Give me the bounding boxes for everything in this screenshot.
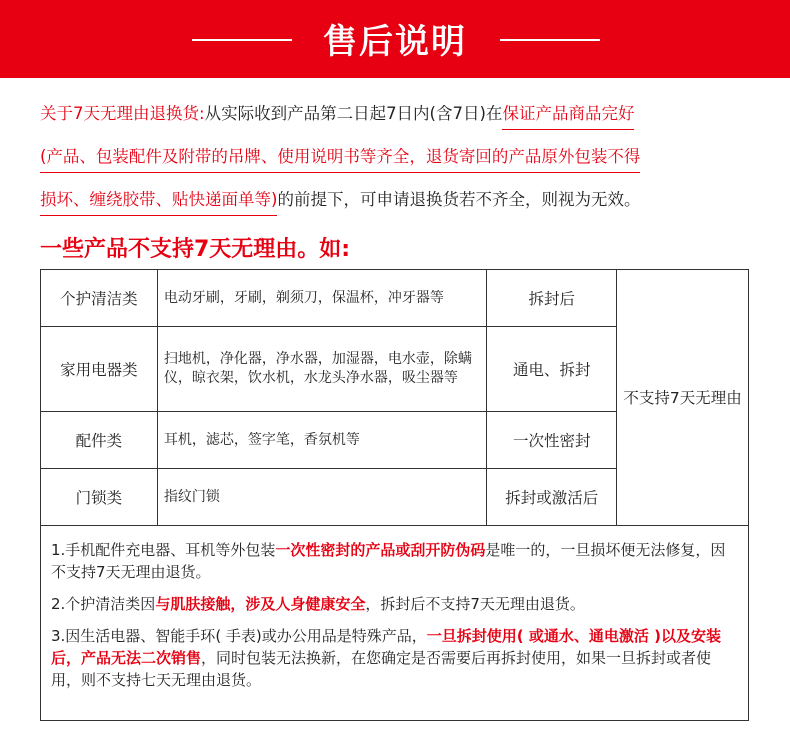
condition-cell: 一次性密封 bbox=[487, 412, 617, 469]
note-highlight: 一旦拆封使用( 或通水、通电激活 )以及安装后，产品无法二次销售 bbox=[51, 627, 721, 667]
header-banner bbox=[0, 0, 790, 78]
return-policy-intro bbox=[40, 92, 760, 221]
banner-divider-right bbox=[500, 39, 600, 41]
page-title: 售后说明 bbox=[323, 22, 467, 62]
table-row bbox=[41, 270, 749, 327]
note-item bbox=[51, 539, 736, 583]
note-highlight: 一次性密封的产品或刮开防伪码 bbox=[275, 541, 486, 559]
intro-text-1: 从实际收到产品第二日起7日内(含7日)在 bbox=[204, 104, 503, 123]
condition-cell: 通电、拆封 bbox=[487, 327, 617, 412]
note-text: ，拆封后不支持7天无理由退货。 bbox=[365, 595, 585, 613]
note-item bbox=[51, 593, 736, 615]
items-cell: 指纹门锁 bbox=[157, 469, 487, 526]
intro-lead: 关于7天无理由退换货: bbox=[40, 104, 205, 123]
condition-cell: 拆封后 bbox=[487, 270, 617, 327]
note-highlight: 与肌肤接触，涉及人身健康安全 bbox=[155, 595, 366, 613]
note-text: 1.手机配件充电器、耳机等外包装 bbox=[51, 541, 276, 559]
intro-text-2: 的前提下，可申请退换货若不齐全，则视为无效。 bbox=[277, 190, 641, 209]
items-cell: 电动牙刷，牙刷，剃须刀，保温杯，冲牙器等 bbox=[157, 270, 487, 327]
no-return-note: 不支持7天无理由 bbox=[617, 270, 749, 526]
notes-box bbox=[40, 525, 749, 721]
condition-cell: 拆封或激活后 bbox=[487, 469, 617, 526]
category-cell: 配件类 bbox=[41, 412, 158, 469]
category-cell: 门锁类 bbox=[41, 469, 158, 526]
intro-condition-3: 损坏、缠绕胶带、贴快递面单等) bbox=[40, 190, 277, 216]
exceptions-heading: 一些产品不支持7天无理由。如: bbox=[40, 237, 351, 262]
category-cell: 个护清洁类 bbox=[41, 270, 158, 327]
intro-condition-1: 保证产品商品完好 bbox=[502, 104, 634, 130]
note-text: 2.个护清洁类因 bbox=[51, 595, 156, 613]
exceptions-table bbox=[40, 269, 749, 526]
items-cell: 扫地机，净化器，净水器，加湿器，电水壶，除螨仪，晾衣架，饮水机，水龙头净水器，吸尘器等 bbox=[157, 327, 487, 412]
note-text: 是唯一的，一旦损坏便无法修复，因不支持7天无理由退货。 bbox=[51, 541, 726, 581]
note-text: 3.因生活电器、智能手环( 手表)或办公用品是特殊产品， bbox=[51, 627, 427, 645]
note-text: ，同时包装无法换新，在您确定是否需要后再拆封使用，如果一旦拆封或者使用，则不支持七天无理由退货。 bbox=[51, 649, 712, 689]
note-item bbox=[51, 625, 736, 691]
intro-condition-2: (产品、包装配件及附带的吊牌、使用说明书等齐全，退货寄回的产品原外包装不得 bbox=[40, 147, 640, 173]
category-cell: 家用电器类 bbox=[41, 327, 158, 412]
items-cell: 耳机，滤芯，签字笔，香氛机等 bbox=[157, 412, 487, 469]
